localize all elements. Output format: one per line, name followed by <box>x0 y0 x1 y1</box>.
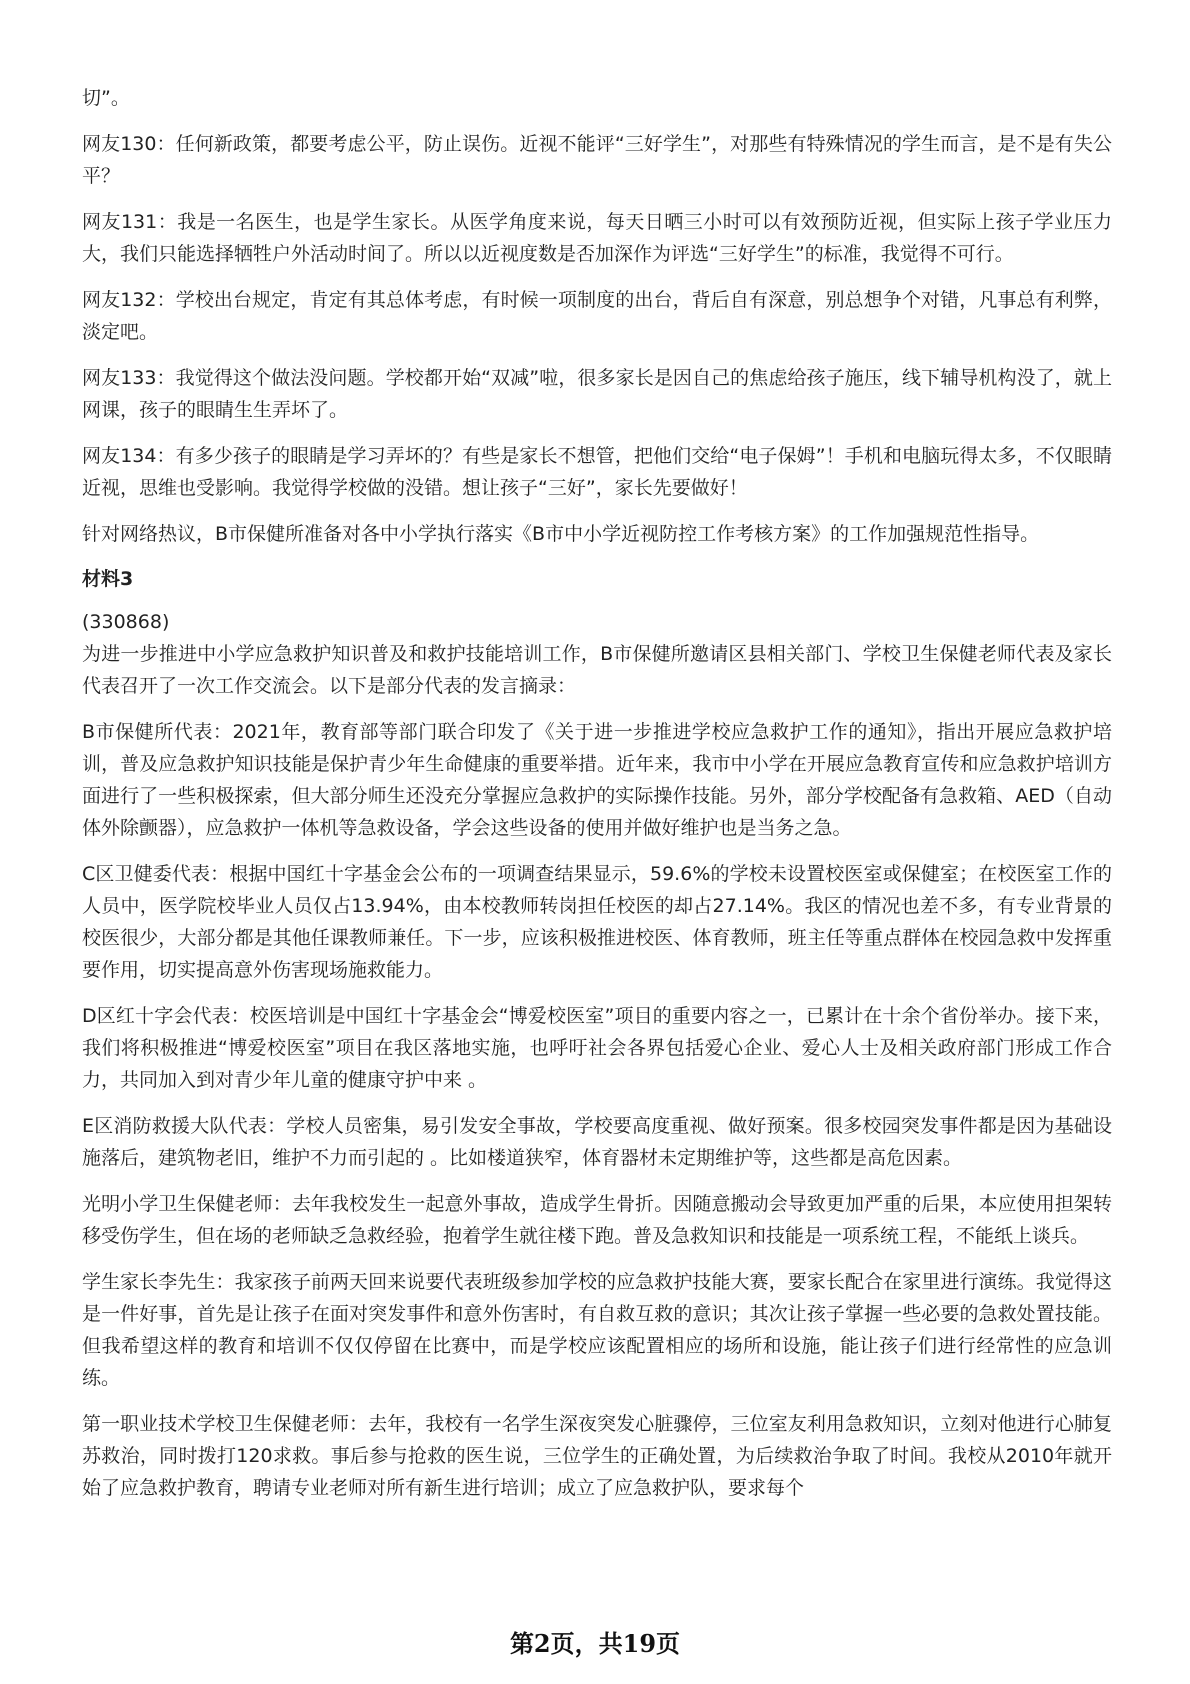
paragraph-guangming-teacher: 光明小学卫生保健老师：去年我校发生一起意外事故，造成学生骨折。因随意搬动会导致更加严重的后果，本应使用担架转移受伤学生，但在场的老师缺乏急救经验，抱着学生就往楼下跑。普及急救知识和技能是一项系统工程，不能纸上谈兵。 <box>82 1193 1112 1247</box>
paragraph-netizen-133: 网友133：我觉得这个做法没问题。学校都开始“双减”啦，很多家长是因自己的焦虑给孩子施压，线下辅导机构没了，就上网课，孩子的眼睛生生弄坏了。 <box>82 367 1112 421</box>
paragraph-guidance: 针对网络热议，B市保健所准备对各中小学执行落实《B市中小学近视防控工作考核方案》的工作加强规范性指导。 <box>82 523 1040 545</box>
paragraph-d-district-rep: D区红十字会代表：校医培训是中国红十字基金会“博爱校医室”项目的重要内容之一，已累计在十余个省份举办。接下来，我们将积极推进“博爱校医室”项目在我区落地实施，也呼吁社会各界包括爱心企业、爱心人士及相关政府部门形成工作合力，共同加入到对青少年儿童的健康守护中来 。 <box>82 1005 1112 1091</box>
material-3-intro: 为进一步推进中小学应急救护知识普及和救护技能培训工作，B市保健所邀请区县相关部门、学校卫生保健老师代表及家长代表召开了一次工作交流会。以下是部分代表的发言摘录： <box>82 643 1112 697</box>
paragraph-e-district-rep: E区消防救援大队代表：学校人员密集，易引发安全事故，学校要高度重视、做好预案。很多校园突发事件都是因为基础设施落后，建筑物老旧，维护不力而引起的 。比如楼道狭窄，体育器材未定期维护等，这些都是高危因素。 <box>82 1115 1112 1169</box>
paragraph-netizen-134: 网友134：有多少孩子的眼睛是学习弄坏的？有些是家长不想管，把他们交给“电子保姆”！手机和电脑玩得太多，不仅眼睛近视，思维也受影响。我觉得学校做的没错。想让孩子“三好”，家长先要做好！ <box>82 445 1112 499</box>
material-3-code: (330868) <box>82 611 170 633</box>
paragraph-vocational-teacher: 第一职业技术学校卫生保健老师：去年，我校有一名学生深夜突发心脏骤停，三位室友利用急救知识，立刻对他进行心肺复苏救治，同时拨打120求救。事后参与抢救的医生说，三位学生的正确处置，为后续救治争取了时间。我校从2010年就开始了应急救护教育，聘请专业老师对所有新生进行培训；成立了应急救护队，要求每个 <box>82 1413 1112 1499</box>
page-number-footer: 第2页，共19页 <box>509 1629 681 1658</box>
paragraph-netizen-131: 网友131：我是一名医生，也是学生家长。从医学角度来说，每天日晒三小时可以有效预防近视，但实际上孩子学业压力大，我们只能选择牺牲户外活动时间了。所以以近视度数是否加深作为评选“三好学生”的标准，我觉得不可行。 <box>82 211 1112 265</box>
paragraph-continuation: 切”。 <box>82 87 130 109</box>
paragraph-c-district-rep: C区卫健委代表：根据中国红十字基金会公布的一项调查结果显示，59.6%的学校未设置校医室或保健室；在校医室工作的人员中，医学院校毕业人员仅占13.94%，由本校教师转岗担任校医的却占27.14%。我区的情况也差不多，有专业背景的校医很少，大部分都是其他任课教师兼任。下一步，应该积极推进校医、体育教师，班主任等重点群体在校园急救中发挥重要作用，切实提高意外伤害现场施救能力。 <box>82 863 1112 981</box>
paragraph-netizen-130: 网友130：任何新政策，都要考虑公平，防止误伤。近视不能评“三好学生”，对那些有特殊情况的学生而言，是不是有失公平？ <box>82 133 1112 187</box>
document-body <box>82 82 1112 1518</box>
material-3-heading: 材料3 <box>82 568 134 590</box>
paragraph-b-city-rep: B市保健所代表：2021年，教育部等部门联合印发了《关于进一步推进学校应急救护工作的通知》，指出开展应急救护培训，普及应急救护知识技能是保护青少年生命健康的重要举措。近年来，我市中小学在开展应急教育宣传和应急救护培训方面进行了一些积极探索，但大部分师生还没充分掌握应急救护的实际操作技能。另外，部分学校配备有急救箱、AED（自动体外除颤器），应急救护一体机等急救设备，学会这些设备的使用并做好维护也是当务之急。 <box>82 721 1112 839</box>
paragraph-netizen-132: 网友132：学校出台规定，肯定有其总体考虑，有时候一项制度的出台，背后自有深意，别总想争个对错，凡事总有利弊，淡定吧。 <box>82 289 1112 343</box>
paragraph-parent-li: 学生家长李先生：我家孩子前两天回来说要代表班级参加学校的应急救护技能大赛，要家长配合在家里进行演练。我觉得这是一件好事，首先是让孩子在面对突发事件和意外伤害时，有自救互救的意识；其次让孩子掌握一些必要的急救处置技能。但我希望这样的教育和培训不仅仅停留在比赛中，而是学校应该配置相应的场所和设施，能让孩子们进行经常性的应急训练。 <box>82 1271 1112 1389</box>
